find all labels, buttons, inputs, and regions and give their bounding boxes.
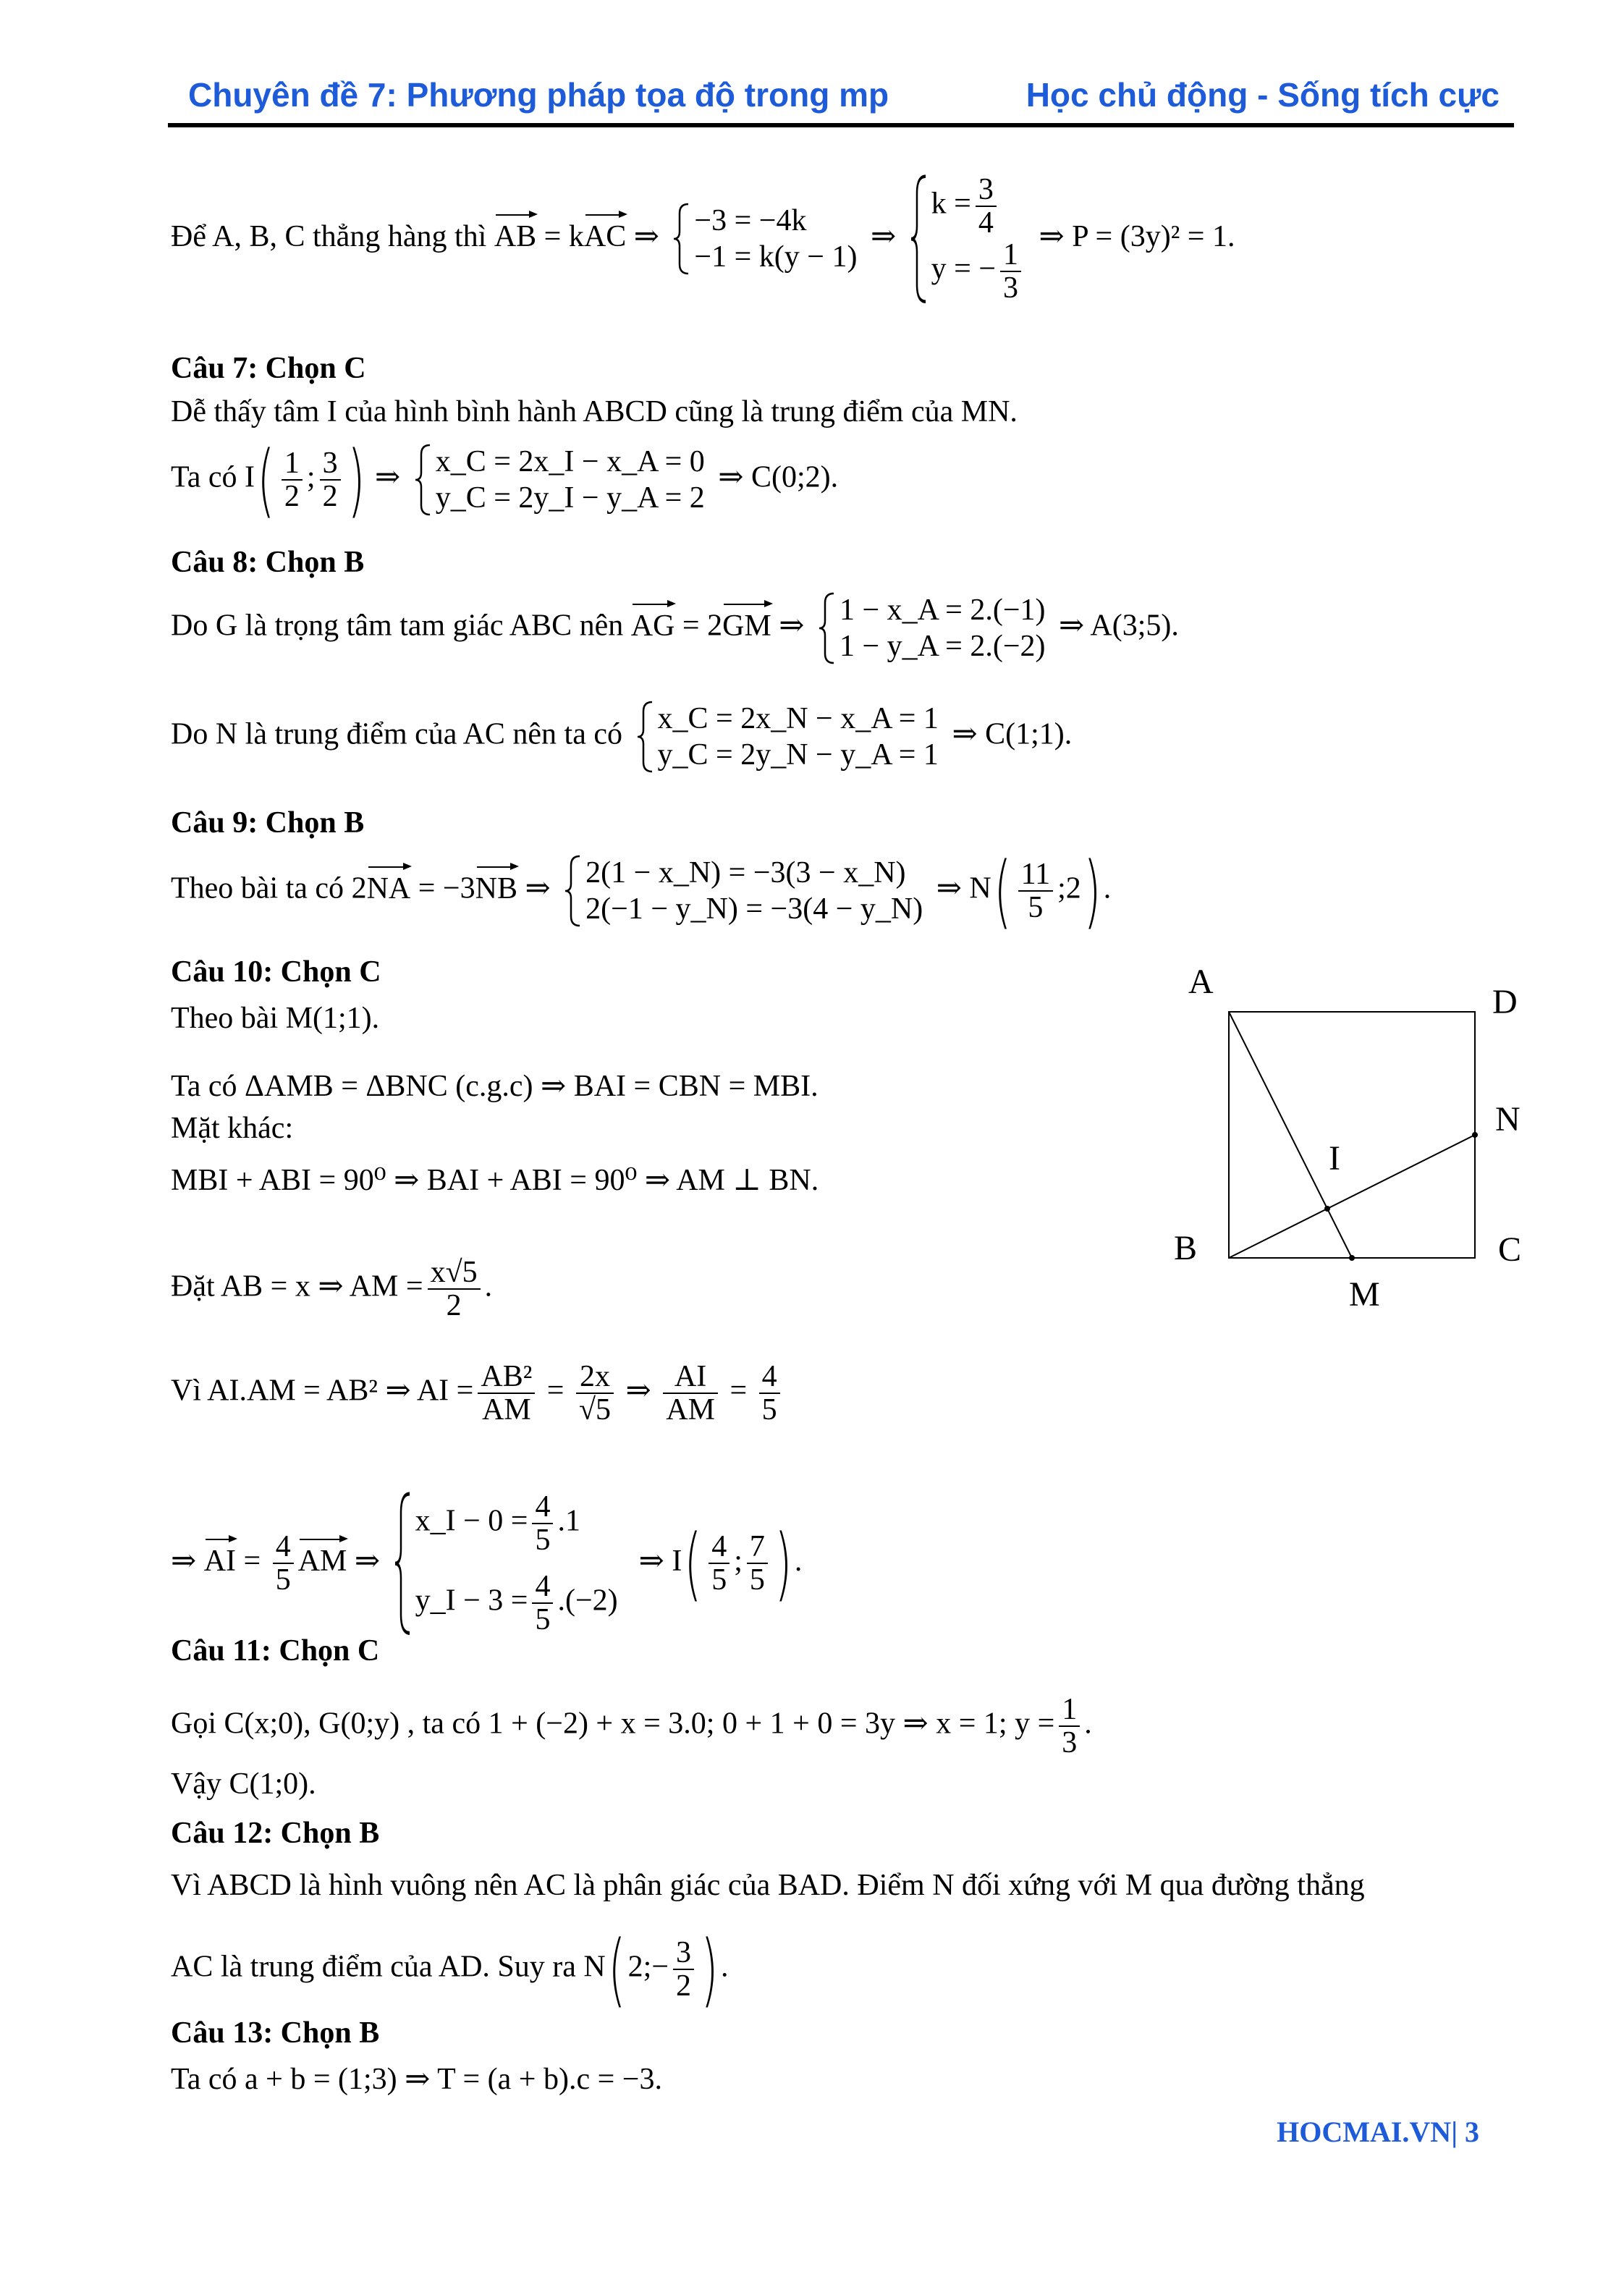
q10-line4: MBI + ABI = 90⁰ ⇒ BAI + ABI = 90⁰ ⇒ AM ⊥ BN. bbox=[171, 1164, 819, 1197]
label-m: M bbox=[1349, 1275, 1380, 1314]
q8-line1: Do G là trọng tâm tam giác ABC nên AG = 2GM ⇒ 1 − x_A = 2.(−1) 1 − y_A = 2.(−2) ⇒ A(3;5). bbox=[171, 593, 1179, 663]
q7-line1: Dễ thấy tâm I của hình bình hành ABCD cũng là trung điểm của MN. bbox=[171, 395, 1018, 428]
q11-line1: Gọi C(x;0), G(0;y) , ta có 1 + (−2) + x = 3.0; 0 + 1 + 0 = 3y ⇒ x = 1; y = $\frac{1}{3}$ . bbox=[171, 1693, 1092, 1760]
label-b: B bbox=[1174, 1229, 1198, 1267]
q10-line2: Ta có ΔAMB = ΔBNC (c.g.c) ⇒ BAI = CBN = MBI. bbox=[171, 1070, 819, 1103]
label-i: I bbox=[1329, 1139, 1340, 1178]
q11-title: Câu 11: Chọn C bbox=[171, 1634, 380, 1668]
label-a: A bbox=[1188, 963, 1214, 1001]
q7-formula: Ta có I( $\frac{1}{2}$ ; $\frac{3}{2}$ ) ⇒ x_C = 2x_I − x_A = 0 y_C = 2y_I − y_A = 2 ⇒ C(0;2). bbox=[171, 434, 839, 526]
vector-ac: AC bbox=[584, 211, 626, 255]
square-abcd bbox=[1229, 1012, 1475, 1258]
collinear-lead: Để A, B, C thẳng hàng thì bbox=[171, 219, 487, 253]
footer-page: HOCMAI.VN| 3 bbox=[1277, 2116, 1479, 2148]
q8-title: Câu 8: Chọn B bbox=[171, 546, 365, 579]
slogan: Học chủ động - Sống tích cực bbox=[1025, 76, 1500, 114]
q13-line1: Ta có a + b = (1;3) ⇒ T = (a + b).c = −3. bbox=[171, 2063, 662, 2096]
q10-title: Câu 10: Chọn C bbox=[171, 955, 381, 989]
label-c: C bbox=[1498, 1230, 1522, 1269]
q12-title: Câu 12: Chọn B bbox=[171, 1817, 380, 1850]
label-n: N bbox=[1495, 1100, 1521, 1138]
system-brace: −3 = −4k −1 = k(y − 1) bbox=[672, 203, 857, 275]
q13-title: Câu 13: Chọn B bbox=[171, 2016, 380, 2050]
system-brace-k: k = $\frac{3}{4}$ y = − $\frac{1}{3}$ bbox=[910, 174, 1025, 304]
point-i bbox=[1324, 1206, 1330, 1212]
q12-line2: AC là trung điểm của AD. Suy ra N(2;− $\frac{3}{2}$ ). bbox=[171, 1923, 729, 2016]
q10-line5: Đặt AB = x ⇒ AM = $\frac{x√5}{2}$ . bbox=[171, 1256, 493, 1323]
point-m bbox=[1349, 1255, 1355, 1261]
q10-line7: ⇒ AI = $\frac{4}{5}$ AM ⇒ x_I − 0 = $\frac{4}{5}$ .1 y_I − 3 = $\frac{4}{5}$ .(−2) ⇒ I( $\frac{4}{5}$ ; $\frac{7}{5}$ ). bbox=[171, 1490, 803, 1637]
vector-ab: AB bbox=[494, 211, 536, 255]
page-header bbox=[168, 72, 1514, 127]
label-d: D bbox=[1492, 983, 1518, 1021]
q12-line1: Vì ABCD là hình vuông nên AC là phân giác của BAD. Điểm N đối xứng với M qua đường thẳng bbox=[171, 1869, 1365, 1902]
segment-am bbox=[1229, 1012, 1352, 1258]
q8-line2: Do N là trung điểm của AC nên ta có x_C = 2x_N − x_A = 1 y_C = 2y_N − y_A = 1 ⇒ C(1;1). bbox=[171, 702, 1073, 772]
collinear-line: Để A, B, C thẳng hàng thì AB = kAC ⇒ −3 = −4k −1 = k(y − 1) ⇒ k = $\frac{3}{4}$ y = − $\frac{1}{3}$ ⇒ P = (3y)² = 1. bbox=[171, 173, 1235, 305]
square-figure bbox=[1158, 955, 1563, 1332]
q7-title: Câu 7: Chọn C bbox=[171, 352, 366, 385]
q10-line3: Mặt khác: bbox=[171, 1112, 294, 1145]
chapter-title: Chuyên đề 7: Phương pháp tọa độ trong mp bbox=[188, 76, 889, 114]
q11-line2: Vậy C(1;0). bbox=[171, 1767, 316, 1801]
q10-line6: Vì AI.AM = AB² ⇒ AI = $\frac{\text{AB²}}{AM}$ = $\frac{2x}{√5}$ ⇒ $\frac{AI}{AM}$ = $\frac{4}{5}$ bbox=[171, 1361, 784, 1426]
q10-line1: Theo bài M(1;1). bbox=[171, 1002, 380, 1035]
segment-bn bbox=[1229, 1135, 1475, 1258]
collinear-result: ⇒ P = (3y)² = 1. bbox=[1039, 219, 1235, 253]
point-n bbox=[1472, 1132, 1478, 1138]
q9-title: Câu 9: Chọn B bbox=[171, 806, 365, 840]
q9-line1: Theo bài ta có 2NA = −3NB ⇒ 2(1 − x_N) = −3(3 − x_N) 2(−1 − y_N) = −3(4 − y_N) ⇒ N( $\frac{11}{5}$ ;2). bbox=[171, 845, 1112, 937]
